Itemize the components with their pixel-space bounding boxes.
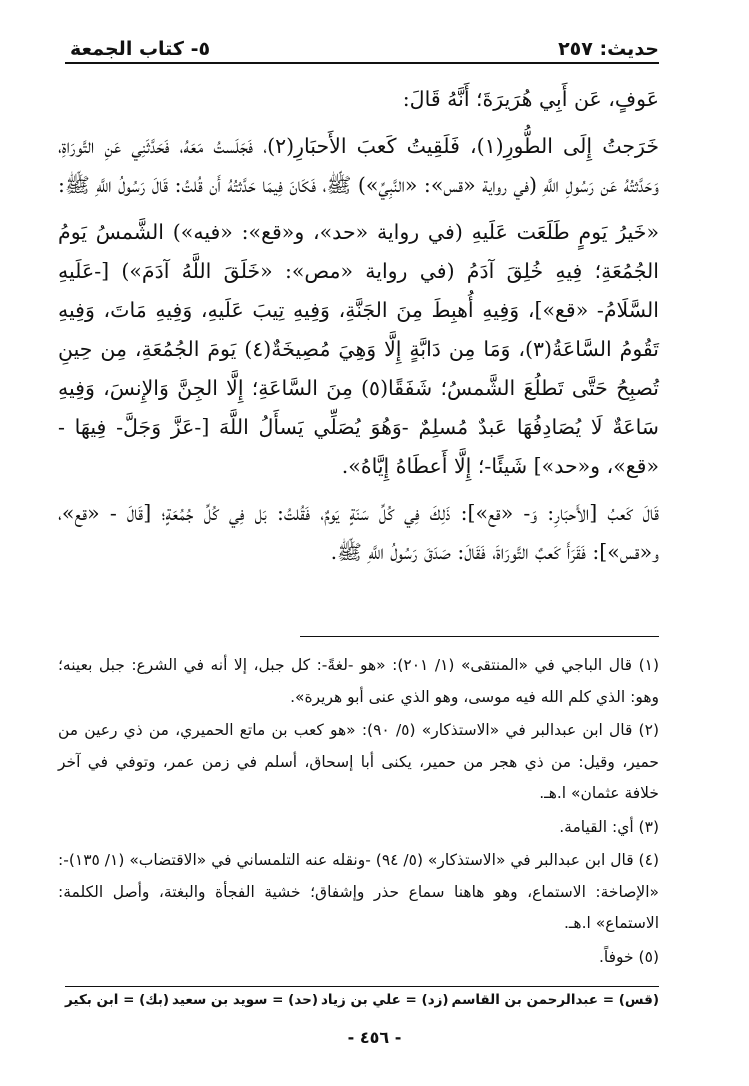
abbreviation: (قس) = عبدالرحمن بن القاسم (451, 992, 659, 1008)
footnote: (١) قال الباجي في «المنتقى» (١/ ٢٠١): «هو -لغةً-: كل جبل، إلا أنه في الشرع: جبل بعينه؛ وهو: الذي كلم الله فيه موسى، وهو الذي عنى أبو هريرة». (58, 656, 660, 706)
hadith-number: حديث: ٢٥٧ (558, 38, 659, 60)
page-number: - ٤٥٦ - (347, 1028, 402, 1047)
header-divider (65, 62, 659, 64)
abbreviations-legend (65, 992, 659, 1008)
paragraph: قَالَ كَعبُ [الأَحبَارِ: وَ- «قع»]: ذَلِكَ فِي كُلِّ سَنَةٍ يَومٌ، فَقُلتُ: بَل فِي كُلِّ جُمُعَةٍ؛ [قَالَ - «قع»، و«قس»]: فَقَرَأَ كَعبٌ التَّورَاةَ، فَقَالَ: صَدَقَ رَسُولُ اللَّهِ ﷺ. (58, 501, 659, 564)
footnote: (٥) خوفاً. (598, 947, 659, 966)
footnote: (٣) أي: القيامة. (559, 817, 659, 836)
paragraph: عَوفٍ، عَن أَبِي هُرَيرَةَ؛ أَنَّهُ قَالَ: (402, 87, 659, 111)
abbreviation: (زد) = علي بن زياد (320, 992, 449, 1008)
footnote-divider (300, 636, 659, 637)
page-header (70, 26, 659, 60)
abbreviation: (بك) = ابن بكير (65, 992, 170, 1008)
footnote: (٤) قال ابن عبدالبر في «الاستذكار» (٥/ ٩٤) -ونقله عنه التلمساني في «الاقتضاب» (١/ ١٣٥)-: «الإصاخة: الاستماع، وهو هاهنا سماع حذر وإشفاق؛ خشية الفجأة والبغتة، وأصل الكلمة: الاستماع» ا.هـ. (58, 851, 659, 932)
paragraph: «خَيرُ يَومٍ طَلَعَت عَلَيهِ (في رواية «حد»، و«قع»: «فيه») الشَّمسُ يَومُ الجُمُعَةِ؛ فِيهِ خُلِقَ آدَمُ (في رواية «مص»: «خَلَقَ اللَّهُ آدَمَ») [-عَلَيهِ السَّلَامُ- «قع»]، وَفِيهِ أُهبِطَ مِنَ الجَنَّةِ، وَفِيهِ تِيبَ عَلَيهِ، وَفِيهِ مَاتَ، وَفِيهِ تَقُومُ السَّاعَةُ(٣)، وَمَا مِن دَابَّةٍ إِلَّا وَهِيَ مُصِيخَةٌ(٤) يَومَ الجُمُعَةِ، مِن حِينِ تُصبِحُ حَتَّى تَطلُعَ الشَّمسُ؛ شَفَقًا(٥) مِنَ السَّاعَةِ؛ إِلَّا الجِنَّ وَالإِنسَ، وَفِيهِ سَاعَةٌ لَا يُصَادِفُهَا عَبدٌ مُسلِمٌ -وَهُوَ يُصَلِّي يَسأَلُ اللَّهَ [-عَزَّ وَجَلَّ- فِيهَا - «قع»، و«حد»] شَيئًا-؛ إِلَّا أَعطَاهُ إِيَّاهُ». (58, 220, 659, 478)
chapter-title: ٥- كتاب الجمعة (70, 38, 211, 60)
paragraph: خَرَجتُ إِلَى الطُّورِ(١)، فَلَقِيتُ كَعبَ الأَحبَارِ(٢)، فَجَلَستُ مَعَهُ، فَحَدَّثَنِي عَنِ التَّورَاةِ، وَحَدَّثتُهُ عَن رَسُولِ اللَّهِ (في رواية «قس»: «النَّبِيِّ») ﷺ، فَكَانَ فِيمَا حَدَّثتُهُ أَن قُلتُ: قَالَ رَسُولُ اللَّهِ ﷺ: (58, 134, 660, 197)
abbreviation: (حد) = سويد بن سعيد (172, 992, 319, 1008)
hadith-text (58, 80, 659, 580)
footnotes (58, 650, 659, 975)
abbreviations-divider (65, 986, 659, 987)
footnote: (٢) قال ابن عبدالبر في «الاستذكار» (٥/ ٩٠): «هو كعب بن ماتع الحميري، من ذي رعين من حمير، وقيل: من ذي هجر من حمير، يكنى أبا إسحاق، أسلم في زمن عمر، وتوفي في آخر خلافة عثمان» ا.هـ. (58, 721, 659, 802)
